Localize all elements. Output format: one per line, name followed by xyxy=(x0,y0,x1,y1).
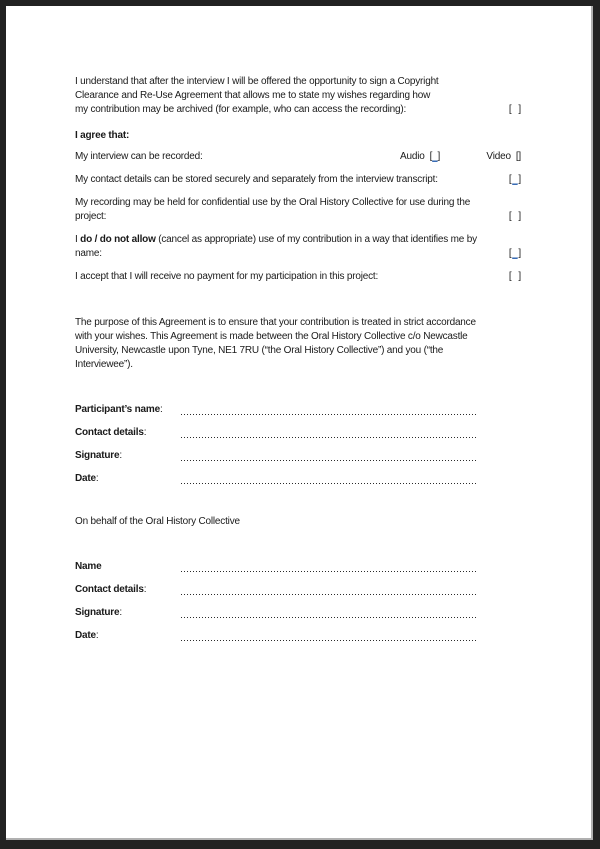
field-label: Signature xyxy=(75,607,120,618)
checkbox-audio[interactable] xyxy=(430,151,441,162)
checkbox-identify[interactable] xyxy=(509,247,521,261)
checkbox-row-no-payment xyxy=(75,270,521,284)
audio-label: Audio xyxy=(400,151,425,162)
text-line: Clearance and Re-Use Agreement that allows me to state my wishes regarding how xyxy=(75,90,431,101)
field-label: Date xyxy=(75,473,96,484)
field-row-name xyxy=(75,560,478,574)
checkbox-archive[interactable] xyxy=(509,103,521,117)
checkbox-row-archive xyxy=(75,103,521,117)
checkbox-bracket: [ xyxy=(515,151,519,162)
checkbox-bracket: ] xyxy=(518,104,521,115)
text-line: project: xyxy=(75,211,107,222)
checkbox-row-identify xyxy=(75,233,521,261)
dotted-line xyxy=(181,403,478,417)
intro-paragraph xyxy=(75,75,521,117)
dotted-line xyxy=(181,426,478,440)
checkbox-bracket: [ xyxy=(508,104,512,115)
field-colon: : xyxy=(143,584,147,595)
text-line: My interview can be recorded: xyxy=(75,151,203,162)
purpose-paragraph xyxy=(75,316,521,372)
document-content xyxy=(75,75,521,652)
text-line: my contribution may be archived (for example, who can access the recording): xyxy=(75,104,407,115)
blank-form-field[interactable]: _ xyxy=(432,151,438,162)
text-segment-bold: do / do not allow xyxy=(80,234,156,245)
document-page xyxy=(6,6,593,840)
dotted-line xyxy=(181,629,478,643)
text-line: The purpose of this Agreement is to ensure that your contribution is treated in strict accordance xyxy=(75,317,476,328)
checkbox-bracket: ] xyxy=(518,174,521,185)
field-row-date xyxy=(75,629,478,643)
checkbox-bracket: [ xyxy=(508,174,512,185)
field-row-contact-details xyxy=(75,426,478,440)
text-line: University, Newcastle upon Tyne, NE1 7RU (“the Oral History Collective”) and you (“the xyxy=(75,345,444,356)
field-label: Contact details xyxy=(75,584,144,595)
checkbox-bracket: ] xyxy=(518,248,521,259)
field-colon: : xyxy=(159,404,163,415)
field-row-signature xyxy=(75,606,478,620)
checkbox-row-contact-details xyxy=(75,173,521,187)
blank-form-field[interactable]: _ xyxy=(512,174,518,185)
checkbox-bracket: [ xyxy=(429,151,433,162)
checkbox-bracket: ] xyxy=(518,271,521,282)
text-line: I accept that I will receive no payment for my participation in this project: xyxy=(75,271,379,282)
participant-fields xyxy=(75,403,521,486)
checkbox-no-payment[interactable] xyxy=(509,270,521,284)
text-line: Interviewee”). xyxy=(75,359,133,370)
checkbox-bracket: [ xyxy=(508,248,512,259)
checkbox-bracket: ] xyxy=(437,151,441,162)
text-segment: (cancel as appropriate) use of my contribution in a way that identifies me by xyxy=(155,234,477,245)
field-colon: : xyxy=(95,473,99,484)
field-row-contact-details xyxy=(75,583,478,597)
text-line: name: xyxy=(75,248,102,259)
checkbox-bracket: ] xyxy=(518,211,521,222)
checkbox-video[interactable] xyxy=(516,151,521,162)
field-label: Date xyxy=(75,630,96,641)
checkbox-row-recording-held xyxy=(75,196,521,224)
dotted-line xyxy=(181,560,478,574)
checkbox-bracket: ] xyxy=(518,151,521,162)
collective-fields xyxy=(75,560,521,643)
field-colon: : xyxy=(95,630,99,641)
checkbox-row-recorded xyxy=(75,150,521,164)
dotted-line xyxy=(181,606,478,620)
field-row-signature xyxy=(75,449,478,463)
field-colon: : xyxy=(119,450,122,461)
dotted-line xyxy=(181,583,478,597)
field-label: Participant’s name xyxy=(75,404,160,415)
checkbox-recording-held[interactable] xyxy=(509,210,521,224)
text-line: My recording may be held for confidential use by the Oral History Collective for use during the xyxy=(75,197,471,208)
checkbox-bracket: [ xyxy=(508,271,512,282)
text-line: I understand that after the interview I will be offered the opportunity to sign a Copyright xyxy=(75,76,439,87)
checkbox-contact-details[interactable] xyxy=(509,173,521,187)
agree-heading: I agree that: xyxy=(75,130,130,141)
text-line: My contact details can be stored securely and separately from the interview transcript: xyxy=(75,174,438,185)
on-behalf-line: On behalf of the Oral History Collective xyxy=(75,516,240,527)
text-segment: I xyxy=(75,234,81,245)
dotted-line xyxy=(181,472,478,486)
video-label: Video xyxy=(486,151,511,162)
video-option xyxy=(486,150,521,164)
field-label: Name xyxy=(75,561,102,572)
field-label: Signature xyxy=(75,450,120,461)
audio-option xyxy=(400,150,440,164)
blank-form-field[interactable]: _ xyxy=(512,248,518,259)
field-label: Contact details xyxy=(75,427,144,438)
field-colon: : xyxy=(119,607,122,618)
field-row-participant-name xyxy=(75,403,478,417)
text-line: with your wishes. This Agreement is made between the Oral History Collective c/o Newcastle xyxy=(75,331,468,342)
field-colon: : xyxy=(143,427,147,438)
text-line xyxy=(75,233,521,247)
field-row-date xyxy=(75,472,478,486)
dotted-line xyxy=(181,449,478,463)
checkbox-bracket: [ xyxy=(508,211,512,222)
